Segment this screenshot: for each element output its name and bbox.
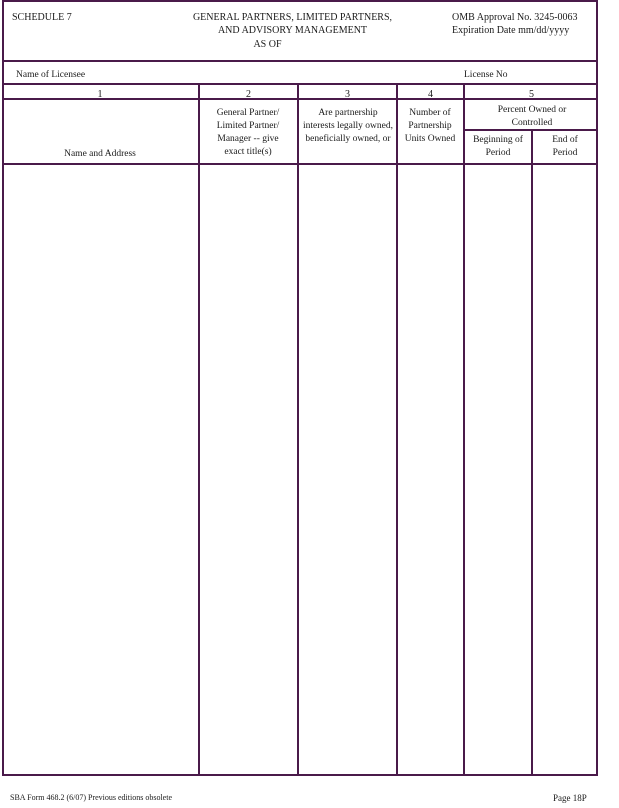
column-number-2: 2 [246, 89, 251, 100]
column-header-partner-title: General Partner/ Limited Partner/ Manager -- give exact title(s) [216, 108, 280, 157]
license-no-label: License No [464, 70, 508, 80]
cell-ownership-type[interactable] [299, 165, 396, 774]
cell-beginning-of-period[interactable] [465, 165, 531, 774]
form-footer: SBA Form 468.2 (6/07) Previous editions obsolete [10, 793, 172, 802]
omb-approval: OMB Approval No. 3245-0063 [452, 12, 578, 23]
column-header-name-address: Name and Address [64, 149, 136, 159]
column-number-5: 5 [529, 89, 534, 100]
title-line-1: GENERAL PARTNERS, LIMITED PARTNERS, [192, 12, 393, 23]
licensee-divider [2, 83, 598, 85]
column-header-units-owned: Number of Partnership Units Owned [404, 108, 456, 144]
subcolumn-header-end: End of Period [552, 135, 578, 158]
subcolumn-header-beginning: Beginning of Period [473, 135, 523, 158]
column-header-ownership-type: Are partnership interests legally owned, beneficially owned, or [303, 108, 393, 144]
column-number-1: 1 [97, 89, 103, 100]
column-number-4: 4 [428, 89, 433, 100]
cell-end-of-period[interactable] [533, 165, 596, 774]
column-number-3: 3 [345, 89, 350, 100]
header-divider [2, 60, 598, 62]
expiration-date: Expiration Date mm/dd/yyyy [452, 25, 570, 36]
cell-partner-title[interactable] [200, 165, 297, 774]
title-line-3: AS OF [253, 39, 282, 50]
title-line-2: AND ADVISORY MANAGEMENT [217, 25, 368, 36]
schedule-label: SCHEDULE 7 [12, 12, 72, 23]
page-number: Page 18P [553, 793, 587, 803]
column-header-percent-owned: Percent Owned or Controlled [497, 105, 567, 128]
cell-name-address[interactable] [4, 165, 198, 774]
cell-units-owned[interactable] [398, 165, 463, 774]
name-of-licensee-label: Name of Licensee [16, 70, 86, 80]
